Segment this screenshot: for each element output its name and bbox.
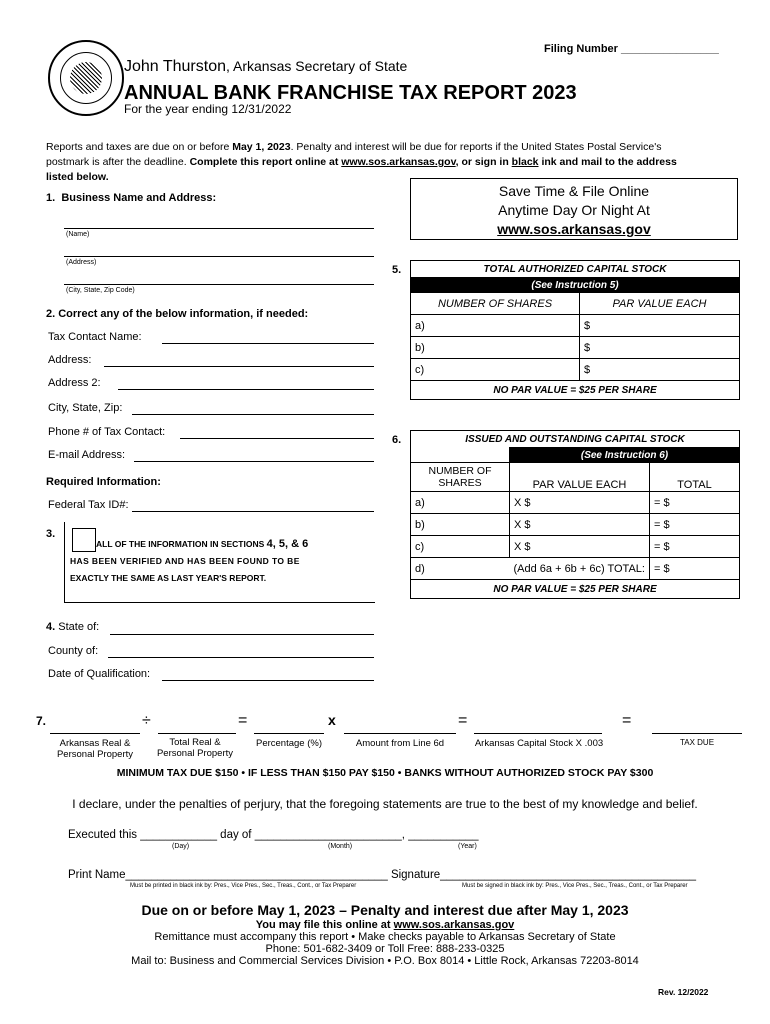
s7-label-ar-property: Arkansas Real & Personal Property	[56, 738, 134, 760]
email-input[interactable]	[134, 461, 374, 462]
state-of-input[interactable]	[110, 634, 374, 635]
date-qualification-input[interactable]	[162, 680, 374, 681]
s5-num: 5.	[392, 264, 402, 276]
due-date-banner: Due on or before May 1, 2023 – Penalty and interest due after May 1, 2023	[141, 902, 629, 918]
s6-par-b[interactable]: X $	[510, 514, 650, 536]
year-caption: (Year)	[458, 843, 477, 850]
city-state-zip-label: City, State, Zip:	[48, 402, 123, 414]
s7-total-property-input[interactable]	[158, 733, 236, 734]
revision-label: Rev. 12/2022	[658, 987, 709, 997]
s3-text2: HAS BEEN VERIFIED AND HAS BEEN FOUND TO BE	[70, 556, 300, 566]
address-label: Address:	[48, 354, 92, 366]
s3-num: 3.	[46, 528, 56, 540]
federal-tax-id-label: Federal Tax ID#:	[48, 499, 129, 511]
s1-label: 1. Business Name and Address:	[46, 192, 217, 204]
s5-par-a[interactable]: $	[580, 315, 740, 337]
s3-text1: ALL OF THE INFORMATION IN SECTIONS 4, 5, & 6	[96, 538, 309, 550]
business-city-field[interactable]	[64, 284, 374, 285]
equals-sign-1: =	[238, 712, 248, 729]
s3-text3: EXACTLY THE SAME AS LAST YEAR'S REPORT.	[70, 573, 267, 583]
state-of-label: 4. State of:	[46, 621, 100, 633]
print-signature-line[interactable]: Print Name_________________________________________ Signature________________________________________	[68, 869, 696, 881]
signature-note: Must be signed in black ink by: Pres., Vice Pres., Sec., Treas., Cont., or Tax Preparer	[462, 883, 688, 889]
s5-par-c[interactable]: $	[580, 359, 740, 381]
s6-total-b[interactable]: = $	[649, 514, 739, 536]
s5-row-c[interactable]: c)	[411, 359, 580, 381]
report-title: ANNUAL BANK FRANCHISE TAX REPORT 2023	[124, 82, 577, 104]
s5-par-b[interactable]: $	[580, 337, 740, 359]
s7-num: 7.	[36, 714, 47, 728]
print-name-note: Must be printed in black ink by: Pres., Vice Pres., Sec., Treas., Cont., or Tax Preparer	[130, 883, 357, 889]
address2-label: Address 2:	[48, 377, 101, 389]
tax-contact-input[interactable]	[162, 343, 374, 344]
minimum-tax-note: MINIMUM TAX DUE $150 • IF LESS THAN $150 PAY $150 • BANKS WITHOUT AUTHORIZED STOCK PAY $300	[116, 767, 654, 779]
filing-number-label: Filing Number ________________	[544, 43, 719, 55]
s5-table: TOTAL AUTHORIZED CAPITAL STOCK (See Instruction 5) NUMBER OF SHARES PAR VALUE EACH a) $ b) $ c) $ NO PAR VALUE = $25 PER SHARE	[410, 260, 740, 400]
s2-title: 2. Correct any of the below information, if needed:	[46, 308, 309, 320]
city-state-zip-input[interactable]	[132, 414, 374, 415]
executed-line[interactable]: Executed this ____________ day of _______________________, ___________	[68, 829, 479, 841]
s7-label-total-property: Total Real & Personal Property	[156, 737, 234, 759]
s6-row-c[interactable]: c)	[411, 536, 510, 558]
s7-line6d-input[interactable]	[344, 733, 456, 734]
s6-row-b[interactable]: b)	[411, 514, 510, 536]
address-input[interactable]	[104, 366, 374, 367]
s6-table: ISSUED AND OUTSTANDING CAPITAL STOCK (See Instruction 6) NUMBER OF SHARES PAR VALUE EACH TOTAL a) X $ = $ b) X $ = $ c) X $ = $ d) (Add 6a + 6b + 6c) TOTAL: = $ NO PAR VALUE = $25 PER SHARE	[410, 430, 740, 599]
s5-row-a[interactable]: a)	[411, 315, 580, 337]
county-of-input[interactable]	[108, 657, 374, 658]
tax-contact-label: Tax Contact Name:	[48, 331, 142, 343]
equals-sign-2: =	[458, 712, 468, 729]
s6-par-a[interactable]: X $	[510, 492, 650, 514]
s6-par-c[interactable]: X $	[510, 536, 650, 558]
footer-sos-link[interactable]: www.sos.arkansas.gov	[393, 919, 515, 931]
address2-input[interactable]	[118, 389, 374, 390]
phone-note: Phone: 501-682-3409 or Toll Free: 888-233-0325	[265, 943, 505, 955]
state-seal-icon	[48, 40, 124, 116]
s7-label-tax-due: TAX DUE	[679, 738, 715, 747]
s6-total-c[interactable]: = $	[649, 536, 739, 558]
declaration-text: I declare, under the penalties of perjury, that the foregoing statements are true to the best of my knowledge and belief.	[72, 797, 698, 811]
s7-percentage-input[interactable]	[254, 733, 324, 734]
promo-link[interactable]: www.sos.arkansas.gov	[497, 221, 651, 237]
s7-label-line6d: Amount from Line 6d	[355, 738, 445, 749]
phone-input[interactable]	[180, 438, 374, 439]
remittance-note: Remittance must accompany this report • Make checks payable to Arkansas Secretary of State	[154, 931, 616, 943]
address-caption: (Address)	[66, 259, 97, 266]
business-address-field[interactable]	[64, 256, 374, 257]
promo-box: Save Time & File Online Anytime Day Or Night At www.sos.arkansas.gov	[410, 178, 738, 240]
header-secretary: John Thurston, Arkansas Secretary of State	[124, 58, 408, 75]
name-caption: (Name)	[66, 231, 90, 238]
s6-row-a[interactable]: a)	[411, 492, 510, 514]
phone-label: Phone # of Tax Contact:	[48, 426, 166, 438]
date-qualification-label: Date of Qualification:	[48, 668, 151, 680]
required-info-label: Required Information:	[46, 476, 161, 488]
city-caption: (City, State, Zip Code)	[66, 287, 135, 294]
s7-label-percentage: Percentage (%)	[255, 738, 322, 749]
intro-text: Reports and taxes are due on or before May 1, 2023. Penalty and interest will be due for reports if the United States Postal Service's postmark is after the deadline. Complete this report online at www.sos.arkansas.gov, or sign in black ink and mail to the address listed below.	[46, 141, 677, 183]
federal-tax-id-input[interactable]	[132, 511, 374, 512]
s7-ar-capital-input[interactable]	[474, 733, 602, 734]
mailing-address: Mail to: Business and Commercial Services Division • P.O. Box 8014 • Little Rock, Arkansas 72203-8014	[131, 955, 639, 967]
s3-checkbox[interactable]	[72, 528, 96, 552]
divide-sign: ÷	[142, 712, 151, 729]
multiply-sign: x	[328, 712, 336, 728]
sos-link[interactable]: www.sos.arkansas.gov	[341, 156, 456, 168]
s6-total-a[interactable]: = $	[649, 492, 739, 514]
s7-label-ar-capital: Arkansas Capital Stock X .003	[474, 738, 604, 749]
s7-ar-property-input[interactable]	[50, 733, 140, 734]
s7-tax-due-input[interactable]	[652, 733, 742, 734]
s6-total-d[interactable]: = $	[649, 558, 739, 580]
county-of-label: County of:	[48, 645, 99, 657]
email-label: E-mail Address:	[48, 449, 126, 461]
month-caption: (Month)	[328, 843, 353, 850]
year-ending: For the year ending 12/31/2022	[124, 102, 292, 116]
s5-row-b[interactable]: b)	[411, 337, 580, 359]
s6-num: 6.	[392, 434, 402, 446]
day-caption: (Day)	[172, 843, 190, 850]
online-filing-note: You may file this online at www.sos.arkansas.gov	[255, 919, 515, 931]
business-name-field[interactable]	[64, 228, 374, 229]
equals-sign-3: =	[622, 712, 632, 729]
